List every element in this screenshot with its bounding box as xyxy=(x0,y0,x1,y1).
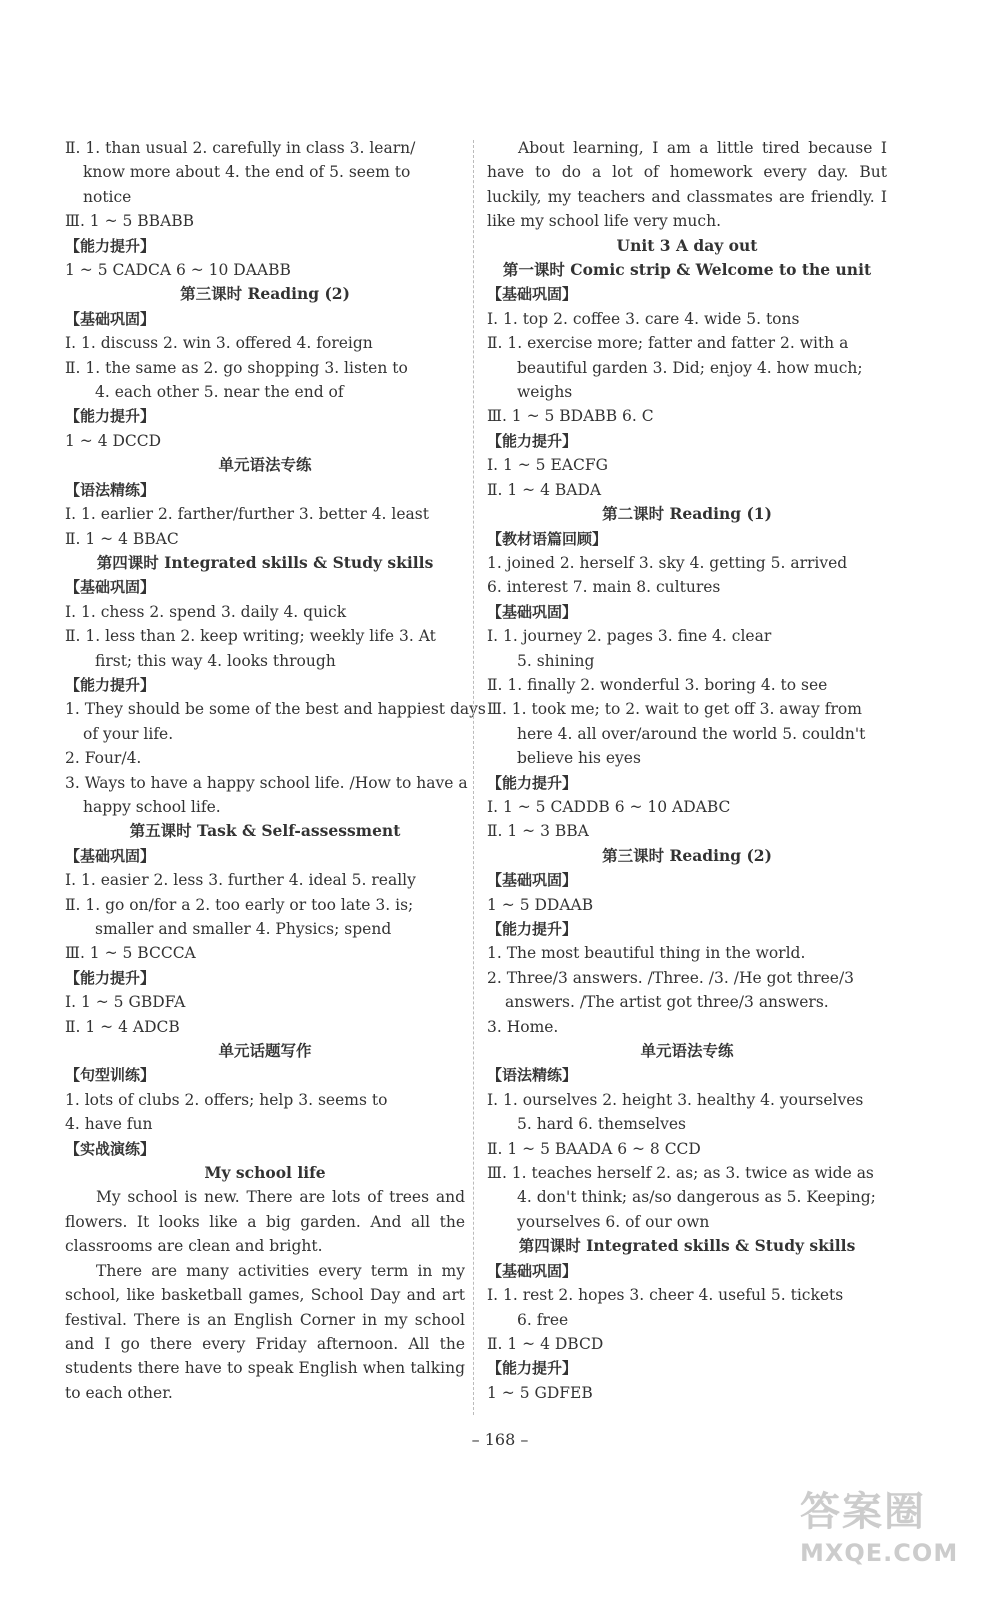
section-tag: 【语法精练】 xyxy=(487,1066,578,1085)
answer-line: Ⅰ. 1 ~ 5 EACFG xyxy=(487,456,608,475)
section-heading: 第二课时 Reading (1) xyxy=(602,504,772,524)
answer-line: know more about 4. the end of 5. seem to xyxy=(83,163,411,182)
section-tag: 【能力提升】 xyxy=(65,968,156,987)
answer-line: smaller and smaller 4. Physics; spend xyxy=(95,920,392,938)
answer-line: 1. The most beautiful thing in the world. xyxy=(487,944,806,963)
section-heading: 第三课时 Reading (2) xyxy=(602,845,772,865)
watermark-title: 答案圈 xyxy=(800,1489,926,1535)
section-heading: 第一课时 Comic strip & Welcome to the unit xyxy=(502,260,872,280)
answer-line: 6. free xyxy=(517,1310,569,1329)
section-tag: 【句型训练】 xyxy=(65,1066,156,1085)
section-tag: 【基础巩固】 xyxy=(65,846,156,865)
answer-line: Ⅰ. 1. easier 2. less 3. further 4. ideal 5. really xyxy=(65,871,416,890)
answer-line: of your life. xyxy=(83,724,174,743)
answer-line: Ⅰ. 1. top 2. coffee 3. care 4. wide 5. tons xyxy=(487,309,800,328)
answer-line: Ⅱ. 1 ~ 5 BAADA 6 ~ 8 CCD xyxy=(487,1139,701,1158)
section-heading: My school life xyxy=(204,1163,326,1183)
answer-line: Ⅰ. 1. ourselves 2. height 3. healthy 4. yourselves xyxy=(487,1090,864,1109)
essay-paragraph: There are many activities every term in my school, like basketball games, School Day and art festival. There is an English Corner in my school and I go there every Friday afternoon. All the students there have to speak English when talking to each other. xyxy=(65,1261,465,1402)
essay-paragraph: My school is new. There are lots of trees and flowers. It looks like a big garden. And all the classrooms are clean and bright. xyxy=(65,1188,465,1256)
answer-line: 5. shining xyxy=(517,651,595,670)
section-tag: 【语法精练】 xyxy=(65,480,156,499)
answer-line: 1 ~ 5 GDFEB xyxy=(487,1383,593,1402)
answer-line: believe his eyes xyxy=(517,749,641,768)
answer-line: Ⅱ. 1. exercise more; fatter and fatter 2. with a xyxy=(487,334,849,353)
answer-line: 1. joined 2. herself 3. sky 4. getting 5. arrived xyxy=(487,553,848,572)
answer-line: 4. don't think; as/so dangerous as 5. Keeping; xyxy=(517,1188,876,1207)
answer-line: Ⅲ. 1. teaches herself 2. as; as 3. twice as wide as xyxy=(487,1164,874,1183)
answer-line: Ⅰ. 1 ~ 5 GBDFA xyxy=(65,993,186,1012)
answer-line: 1 ~ 5 CADCA 6 ~ 10 DAABB xyxy=(65,261,291,280)
section-tag: 【基础巩固】 xyxy=(65,578,156,597)
answer-line: weighs xyxy=(517,383,573,402)
right-column xyxy=(487,136,887,1405)
answer-line: 3. Home. xyxy=(487,1017,559,1036)
answer-line: Ⅱ. 1 ~ 4 ADCB xyxy=(65,1017,180,1036)
answer-line: Ⅲ. 1 ~ 5 BBABB xyxy=(65,212,195,231)
answer-line: Ⅱ. 1. less than 2. keep writing; weekly life 3. At xyxy=(65,627,436,646)
section-tag: 【能力提升】 xyxy=(487,920,578,938)
section-tag: 【教材语篇回顾】 xyxy=(487,529,608,548)
answer-line: Ⅱ. 1 ~ 3 BBA xyxy=(487,822,589,841)
section-heading: 第五课时 Task & Self-assessment xyxy=(129,821,401,841)
answer-line: Ⅱ. 1. finally 2. wonderful 3. boring 4. to see xyxy=(487,675,828,694)
answer-line: 1 ~ 5 DDAAB xyxy=(487,895,594,914)
answer-line: 1. They should be some of the best and happiest days xyxy=(65,700,486,719)
answer-line: Ⅱ. 1 ~ 4 BBAC xyxy=(65,529,179,548)
section-heading: Unit 3 A day out xyxy=(616,235,758,255)
essay-paragraph: About learning, I am a little tired because I have to do a lot of homework every day. But luckily, my teachers and classmates are friendly. I like my school life very much. xyxy=(487,139,887,231)
section-tag: 【基础巩固】 xyxy=(65,309,156,328)
answer-line: Ⅲ. 1 ~ 5 BCCCA xyxy=(65,944,196,963)
answer-line: Ⅱ. 1 ~ 4 DBCD xyxy=(487,1334,604,1353)
answer-line: Ⅰ. 1. chess 2. spend 3. daily 4. quick xyxy=(65,602,347,621)
left-column xyxy=(65,136,486,1405)
answer-line: Ⅱ. 1 ~ 4 BADA xyxy=(487,480,602,499)
answer-line: Ⅱ. 1. than usual 2. carefully in class 3. learn/ xyxy=(65,139,416,157)
answer-line: notice xyxy=(83,187,132,206)
answer-line: 2. Four/4. xyxy=(65,749,142,768)
answer-line: Ⅰ. 1. earlier 2. farther/further 3. better 4. least xyxy=(65,505,429,524)
answer-line: Ⅱ. 1. go on/for a 2. too early or too late 3. is; xyxy=(65,895,414,914)
section-tag: 【能力提升】 xyxy=(65,675,156,694)
section-tag: 【能力提升】 xyxy=(487,1359,578,1378)
section-tag: 【基础巩固】 xyxy=(487,1261,578,1280)
answer-line: Ⅲ. 1 ~ 5 BDABB 6. C xyxy=(487,407,654,426)
answer-line: here 4. all over/around the world 5. couldn't xyxy=(517,724,866,743)
answer-line: 6. interest 7. main 8. cultures xyxy=(487,578,721,597)
section-heading: 第四课时 Integrated skills & Study skills xyxy=(518,1236,856,1256)
answer-line: 2. Three/3 answers. /Three. /3. /He got three/3 xyxy=(487,968,855,987)
answer-line: 4. have fun xyxy=(65,1115,153,1134)
section-heading: 第四课时 Integrated skills & Study skills xyxy=(96,552,434,572)
answer-line: Ⅲ. 1. took me; to 2. wait to get off 3. away from xyxy=(487,700,862,719)
answer-line: Ⅰ. 1 ~ 5 CADDB 6 ~ 10 ADABC xyxy=(487,797,731,816)
watermark-logo xyxy=(800,1480,980,1590)
section-heading: 第三课时 Reading (2) xyxy=(180,284,350,304)
section-tag: 【能力提升】 xyxy=(487,431,578,450)
answer-line: yourselves 6. of our own xyxy=(517,1212,710,1231)
section-heading: 单元话题写作 xyxy=(218,1041,312,1061)
page-number: – 168 – xyxy=(471,1430,529,1449)
answer-line: Ⅰ. 1. journey 2. pages 3. fine 4. clear xyxy=(487,627,772,646)
answer-line: answers. /The artist got three/3 answers. xyxy=(505,993,829,1012)
section-tag: 【能力提升】 xyxy=(487,773,578,792)
answer-line: 5. hard 6. themselves xyxy=(517,1115,686,1134)
watermark-url: MXQE.COM xyxy=(800,1539,959,1567)
answer-line: happy school life. xyxy=(83,797,221,816)
section-tag: 【基础巩固】 xyxy=(487,602,578,621)
section-tag: 【基础巩固】 xyxy=(487,285,578,304)
section-tag: 【能力提升】 xyxy=(65,236,156,255)
answer-line: 3. Ways to have a happy school life. /How to have a xyxy=(65,773,468,792)
answer-line: first; this way 4. looks through xyxy=(95,651,336,670)
section-heading: 单元语法专练 xyxy=(218,455,312,475)
answer-line: 1 ~ 4 DCCD xyxy=(65,431,162,450)
answer-line: beautiful garden 3. Did; enjoy 4. how much; xyxy=(517,358,863,377)
section-tag: 【能力提升】 xyxy=(65,407,156,426)
answer-line: 1. lots of clubs 2. offers; help 3. seems to xyxy=(65,1090,388,1109)
answer-line: Ⅰ. 1. discuss 2. win 3. offered 4. foreign xyxy=(65,334,373,353)
section-tag: 【基础巩固】 xyxy=(487,871,578,890)
answer-line: Ⅰ. 1. rest 2. hopes 3. cheer 4. useful 5. tickets xyxy=(487,1286,844,1305)
answer-line: 4. each other 5. near the end of xyxy=(95,383,344,402)
answer-line: Ⅱ. 1. the same as 2. go shopping 3. listen to xyxy=(65,358,408,377)
section-tag: 【实战演练】 xyxy=(65,1139,156,1158)
section-heading: 单元语法专练 xyxy=(640,1041,734,1061)
column-divider xyxy=(473,140,474,1415)
